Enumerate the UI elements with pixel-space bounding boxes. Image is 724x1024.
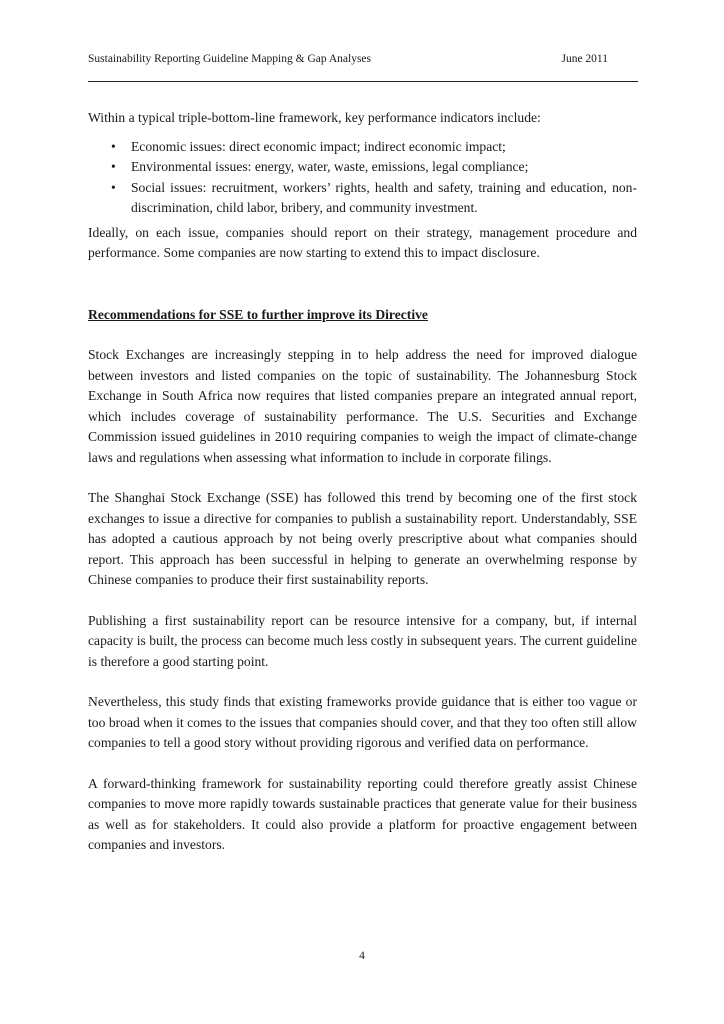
body-paragraph: Stock Exchanges are increasingly stepping in to help address the need for improved dialogue between investors and listed companies on the topic of sustainability. The Johannesburg Stock Exchange in South Africa now requires that listed companies prepare an integrated annual report, which includes coverage of sustainability performance. The U.S. Securities and Exchange Commission issued guidelines in 2010 requiring companies to weigh the impact of climate-change laws and regulations when assessing what information to include in corporate filings. bbox=[88, 347, 637, 465]
kpi-list bbox=[88, 137, 637, 219]
body-paragraph: A forward-thinking framework for sustainability reporting could therefore greatly assist Chinese companies to move more rapidly towards sustainable practices that generate value for their business as well as for stakeholders. It could also provide a platform for proactive engagement between companies and investors. bbox=[88, 775, 637, 852]
list-item-text: Economic issues: direct economic impact; indirect economic impact; bbox=[131, 138, 506, 154]
list-item bbox=[88, 157, 637, 178]
intro-paragraph: Within a typical triple-bottom-line framework, key performance indicators include: bbox=[88, 110, 541, 125]
list-item-text: Environmental issues: energy, water, waste, emissions, legal compliance; bbox=[131, 159, 529, 174]
bullet-icon: • bbox=[111, 138, 116, 154]
header-rule bbox=[88, 81, 638, 82]
ideally-paragraph: Ideally, on each issue, companies should report on their strategy, management procedure and performance. Some companies are now starting to extend this to impact disclosure. bbox=[88, 224, 637, 260]
header-title: Sustainability Reporting Guideline Mapping & Gap Analyses bbox=[88, 53, 371, 65]
section-heading: Recommendations for SSE to further improve its Directive bbox=[88, 306, 428, 322]
body-paragraph: The Shanghai Stock Exchange (SSE) has followed this trend by becoming one of the first stock exchanges to issue a directive for companies to publish a sustainability report. Understandably, SSE has adopted a cautious approach by not being overly prescriptive about what companies should report. This approach has been successful in helping to generate an overwhelming response by Chinese companies to produce their first sustainability reports. bbox=[88, 490, 637, 587]
body-paragraph: Nevertheless, this study finds that existing frameworks provide guidance that is either too vague or too broad when it comes to the issues that companies should cover, and that they too often still allow companies to tell a good story without providing rigorous and verified data on performance. bbox=[88, 694, 637, 750]
page-number: 4 bbox=[359, 950, 365, 962]
list-item-text: Social issues: recruitment, workers’ rights, health and safety, training and education, non-discrimination, child labor, bribery, and community investment. bbox=[131, 179, 637, 215]
list-item bbox=[88, 178, 637, 219]
bullet-icon: • bbox=[111, 179, 116, 195]
bullet-icon: • bbox=[111, 159, 116, 174]
page-body bbox=[88, 108, 637, 856]
list-item bbox=[88, 137, 637, 158]
body-paragraph: Publishing a first sustainability report can be resource intensive for a company, but, if internal capacity is built, the process can become much less costly in subsequent years. The current guideline is therefore a good starting point. bbox=[88, 612, 637, 669]
header-date: June 2011 bbox=[561, 53, 608, 65]
